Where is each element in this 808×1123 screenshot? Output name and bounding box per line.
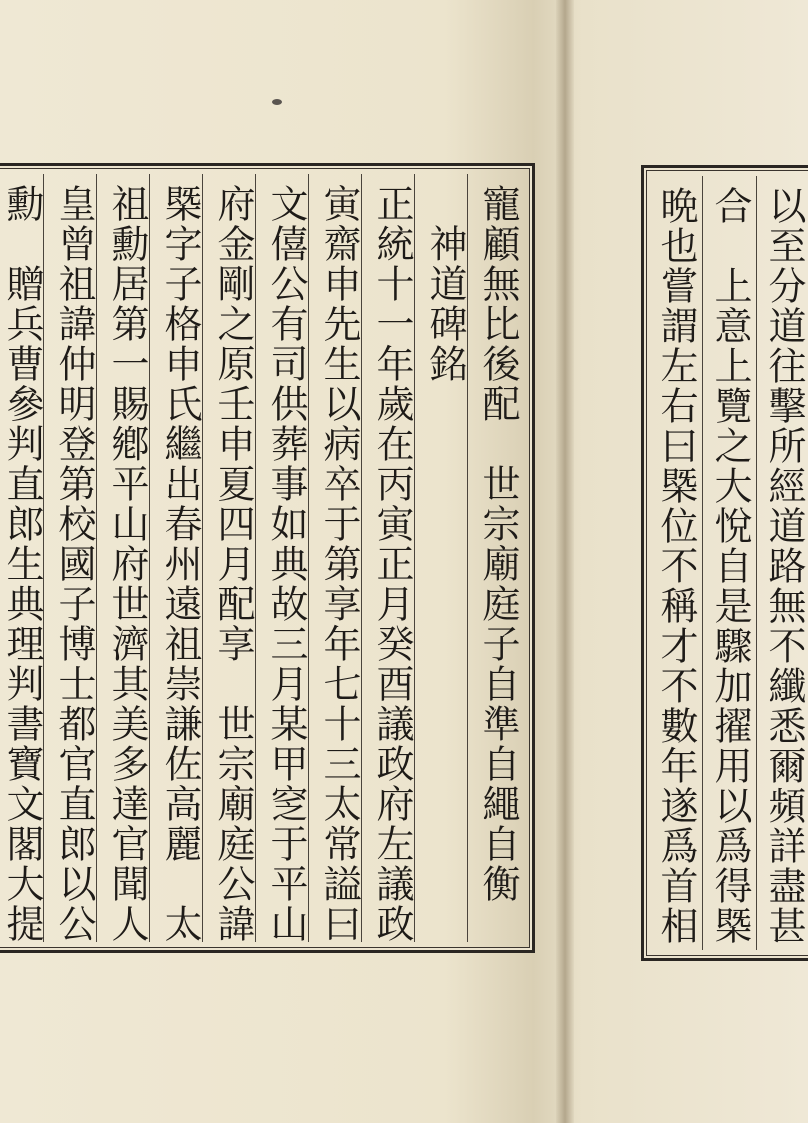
right-page	[641, 165, 808, 961]
text-column-7: 槩字子格申氏繼出春州遠祖崇謙佐高麗 太	[158, 184, 202, 944]
text-column-2: 神道碑銘	[423, 184, 467, 384]
text-column-8: 祖勳居第一賜鄕平山府世濟其美多達官聞人	[105, 184, 149, 944]
text-column-10: 勳 贈兵曹參判直郎生典理判書寶文閣大提	[0, 184, 44, 944]
ink-spot	[272, 99, 282, 105]
left-page	[0, 163, 535, 953]
text-column-5: 文僖公有司供葬事如典故三月某甲窆于平山	[264, 184, 308, 944]
text-column-r2: 合 上意上覽之大悅自是驟加擢用以爲得槩	[708, 186, 752, 946]
text-column-4: 寅齋申先生以病卒于第享年七十三太常謚曰	[317, 184, 361, 944]
text-column-9: 皇曾祖諱仲明登第校國子博士都官直郎以公	[52, 184, 96, 944]
text-column-r1: 以至分道往擊所經道路無不纖悉爾頻詳盡甚	[762, 186, 806, 946]
book-gutter	[556, 0, 574, 1123]
text-column-r3: 晩也嘗謂左右曰槩位不稱才不數年遂爲首相	[654, 186, 698, 946]
text-column-6: 府金剛之原壬申夏四月配享 世宗廟庭公諱	[211, 184, 255, 944]
text-column-1: 寵顧無比後配 世宗廟庭子自準自繩自衡	[476, 184, 520, 904]
column-rule	[756, 176, 757, 950]
text-column-3: 正統十一年歲在丙寅正月癸酉議政府左議政	[370, 184, 414, 944]
column-rule	[702, 176, 703, 950]
